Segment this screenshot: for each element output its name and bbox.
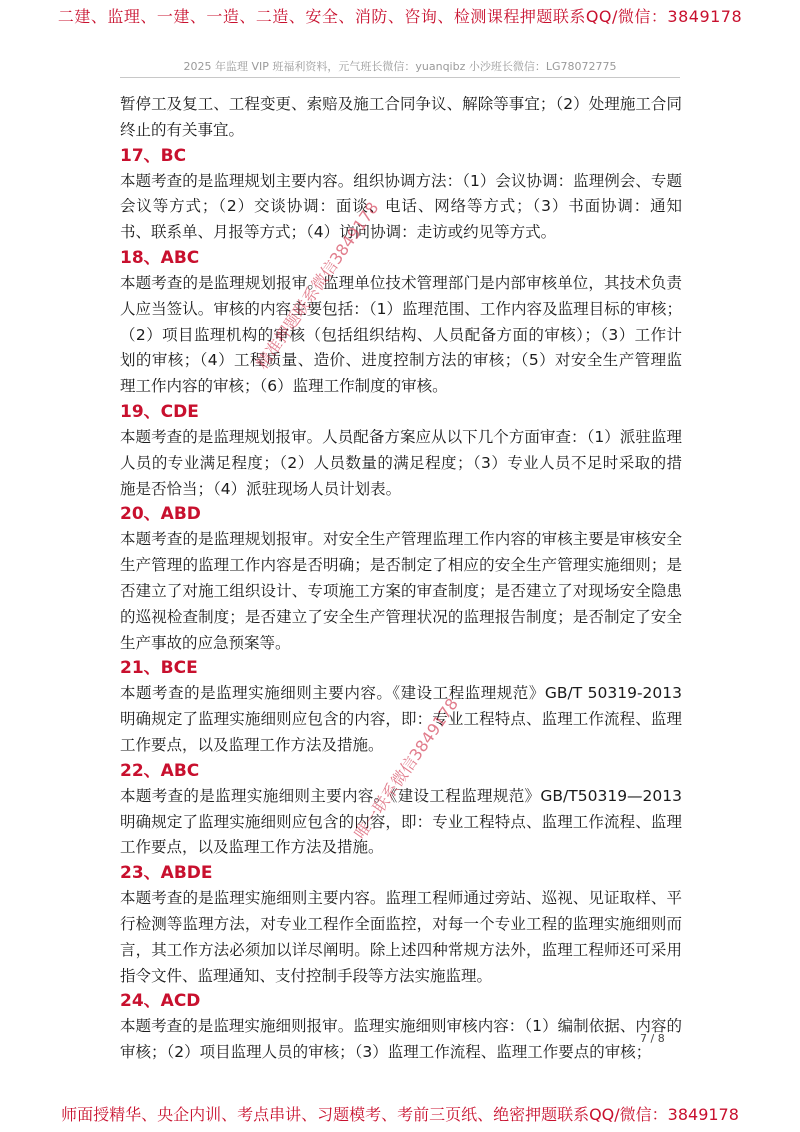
explanation-21: 本题考查的是监理实施细则主要内容。《建设工程监理规范》GB/T 50319-2013 明确规定了监理实施细则应包含的内容，即：专业工程特点、监理工作流程、监理工作要点，以及监理工作方法及措施。: [120, 684, 682, 754]
answer-22: 22、ABC: [120, 760, 200, 781]
explanation-22: 本题考查的是监理实施细则主要内容。《建设工程监理规范》GB/T50319—2013 明确规定了监理实施细则应包含的内容，即：专业工程特点、监理工作流程、监理工作要点，以及监理工作方法及措施。: [120, 786, 682, 857]
explanation-20: 本题考查的是监理规划报审。对安全生产管理监理工作内容的审核主要是审核安全生产管理的监理工作内容是否明确；是否制定了相应的安全生产管理实施细则；是否建立了对施工组织设计、专项施工方案的审查制度；是否建立了对现场安全隐患的巡视检查制度；是否建立了安全生产管理状况的监理报告制度；是否制定了安全生产事故的应急预案等。: [120, 530, 682, 652]
answer-24: 24、ACD: [120, 991, 201, 1012]
explanation-17: 本题考查的是监理规划主要内容。组织协调方法：（1）会议协调：监理例会、专题会议等方式；（2）交谈协调：面谈、电话、网络等方式；（3）书面协调：通知书、联系单、月报等方式；（4）访问协调：走访或约见等方式。: [120, 171, 682, 242]
paragraph-continuation: 暂停工及复工、工程变更、索赔及施工合同争议、解除等事宜；（2）处理施工合同终止的有关事宜。: [120, 95, 682, 139]
explanation-24: 本题考查的是监理实施细则报审。监理实施细则审核内容：（1）编制依据、内容的审核；（2）项目监理人员的审核；（3）监理工作流程、监理工作要点的审核；: [120, 1017, 682, 1062]
answer-18: 18、ABC: [120, 247, 200, 268]
header-subtitle: 2025 年监理 VIP 班福利资料，元气班长微信：yuanqibz 小沙班长微信：LG78072775: [183, 60, 617, 73]
page-number: 7 / 8: [640, 1032, 665, 1045]
explanation-18: 本题考查的是监理规划报审。监理单位技术管理部门是内部审核单位，其技术负责人应当签认。审核的内容主要包括：（1）监理范围、工作内容及监理目标的审核；（2）项目监理机构的审核（包括组织结构、人员配备方面的审核）；（3）工作计划的审核；（4）工程质量、造价、进度控制方法的审核；（5）对安全生产管理监理工作内容的审核；（6）监理工作制度的审核。: [120, 273, 682, 396]
watermark-lower: 唯一联系微信3849178: [350, 694, 462, 843]
answer-17: 17、BC: [120, 145, 187, 166]
explanation-19: 本题考查的是监理规划报审。人员配备方案应从以下几个方面审查：（1）派驻监理人员的专业满足程度；（2）人员数量的满足程度；（3）专业人员不足时采取的措施是否恰当；（4）派驻现场人员计划表。: [120, 427, 682, 498]
answer-23: 23、ABDE: [120, 863, 213, 884]
document-body: [120, 92, 682, 1066]
answer-21: 21、BCE: [120, 658, 198, 679]
header-divider: [120, 77, 680, 78]
answer-19: 19、CDE: [120, 401, 199, 422]
watermark-upper: 精准押题联系微信3849178: [252, 198, 383, 373]
top-banner: 二建、监理、一建、一造、二造、安全、消防、咨询、检测课程押题联系QQ/微信：3849178: [57, 7, 743, 26]
answer-20: 20、ABD: [120, 504, 201, 525]
bottom-banner: 师面授精华、央企内训、考点串讲、习题模考、考前三页纸、绝密押题联系QQ/微信：3849178: [61, 1105, 739, 1124]
explanation-23: 本题考查的是监理实施细则主要内容。监理工程师通过旁站、巡视、见证取样、平行检测等监理方法，对专业工程作全面监控，对每一个专业工程的监理实施细则而言，其工作方法必须加以详尽阐明。除上述四种常规方法外，监理工程师还可采用指令文件、监理通知、支付控制手段等方法实施监理。: [120, 889, 682, 985]
